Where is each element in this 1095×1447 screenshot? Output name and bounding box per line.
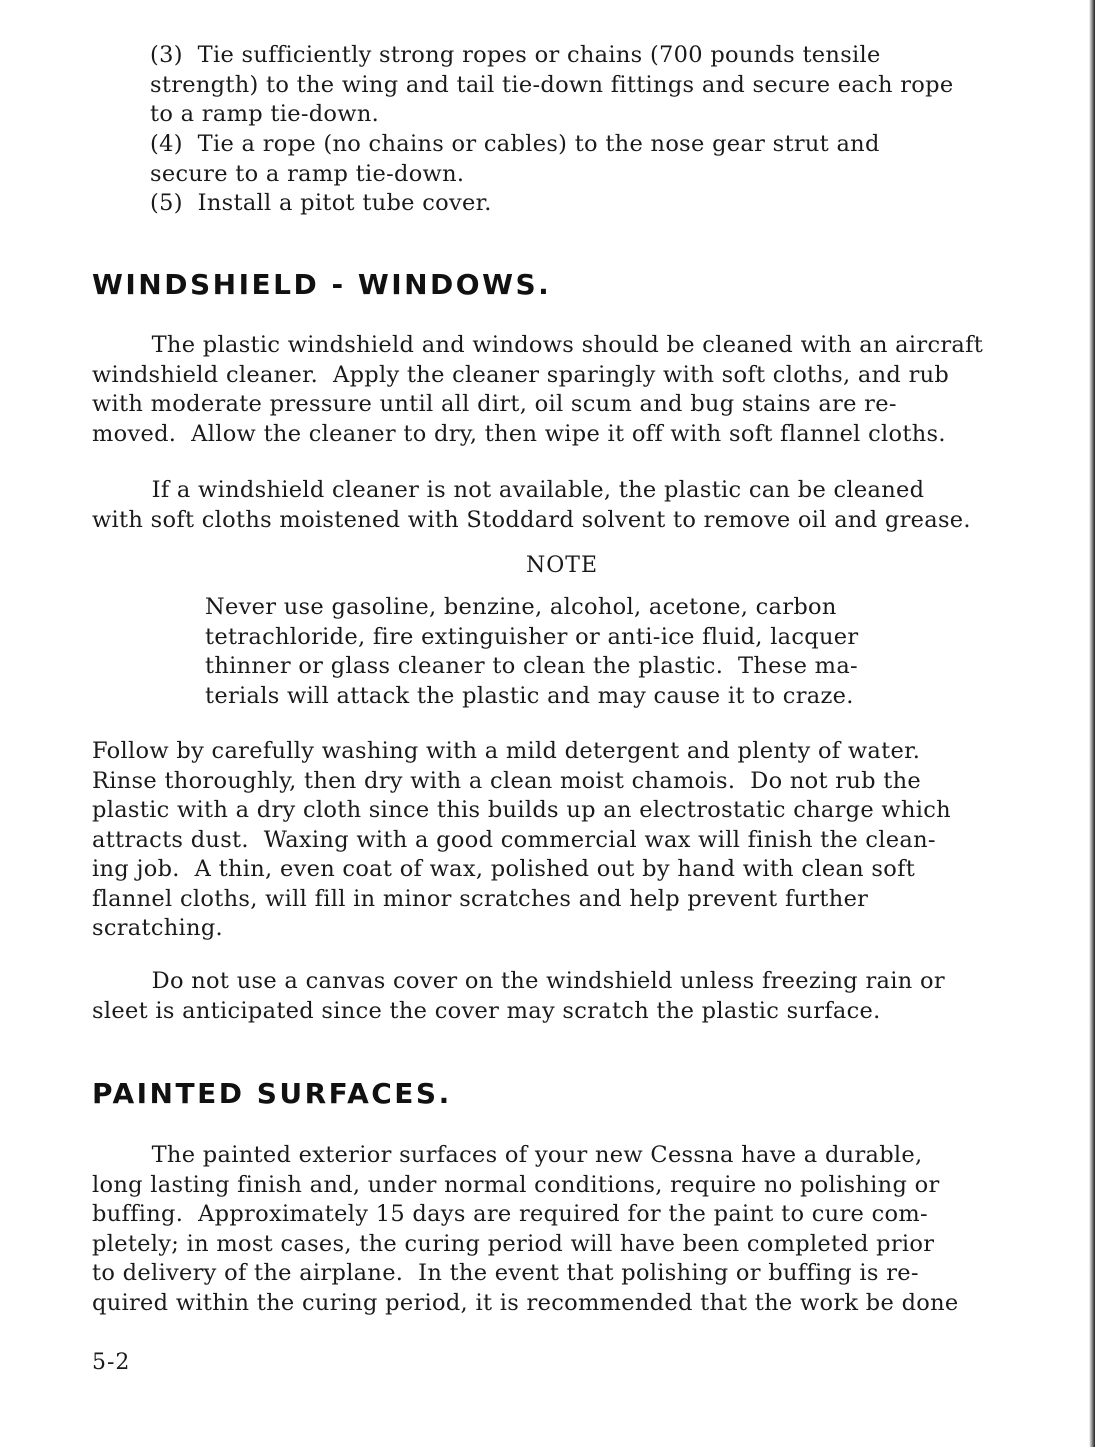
page-number: 5-2: [92, 1350, 131, 1375]
section-heading-windshield: WINDSHIELD - WINDOWS.: [92, 268, 552, 301]
section-heading-painted-surfaces: PAINTED SURFACES.: [92, 1077, 452, 1110]
windshield-paragraph-4: Do not use a canvas cover on the windshield unless freezing rain or sleet is anticipated since the cover may scratch the plastic surface.: [92, 968, 945, 1024]
step-5: (5) Install a pitot tube cover.: [150, 190, 492, 216]
note-title: NOTE: [526, 553, 599, 578]
page-edge-shadow: [1089, 0, 1095, 1447]
painted-paragraph-1: The painted exterior surfaces of your new Cessna have a durable, long lasting finish and, under normal conditions, require no polishing or buffing. Approximately 15 days are required for the paint to cure com- pletely; in most cases, the curing period will have been completed prior to delivery of the airplane. In the event that polishing or buffing is re- quired within the curing period, it is recommended that the work be done: [92, 1142, 959, 1316]
windshield-paragraph-3: Follow by carefully washing with a mild detergent and plenty of water. Rinse thoroughly, then dry with a clean moist chamois. Do not rub the plastic with a dry cloth since this builds up an electrostatic charge which attracts dust. Waxing with a good commercial wax will finish the clean- ing job. A thin, even coat of wax, polished out by hand with clean soft flannel cloths, will fill in minor scratches and help prevent further scratching.: [92, 738, 951, 941]
step-4: (4) Tie a rope (no chains or cables) to the nose gear strut and secure to a ramp tie-down.: [150, 131, 880, 187]
windshield-paragraph-1: The plastic windshield and windows should be cleaned with an aircraft windshield cleaner. Apply the cleaner sparingly with soft cloths, and rub with moderate pressure until all dirt, oil scum and bug stains are re- moved. Allow the cleaner to dry, then wipe it off with soft flannel cloths.: [92, 332, 984, 447]
step-3: (3) Tie sufficiently strong ropes or chains (700 pounds tensile strength) to the wing and tail tie-down fittings and secure each rope to a ramp tie-down.: [150, 42, 954, 127]
windshield-paragraph-2: If a windshield cleaner is not available, the plastic can be cleaned with soft cloths moistened with Stoddard solvent to remove oil and grease.: [92, 477, 971, 533]
note-text: Never use gasoline, benzine, alcohol, acetone, carbon tetrachloride, fire extinguisher or anti-ice fluid, lacquer thinner or glass cleaner to clean the plastic. These ma- terials will attack the plastic and may cause it to craze.: [205, 594, 859, 709]
